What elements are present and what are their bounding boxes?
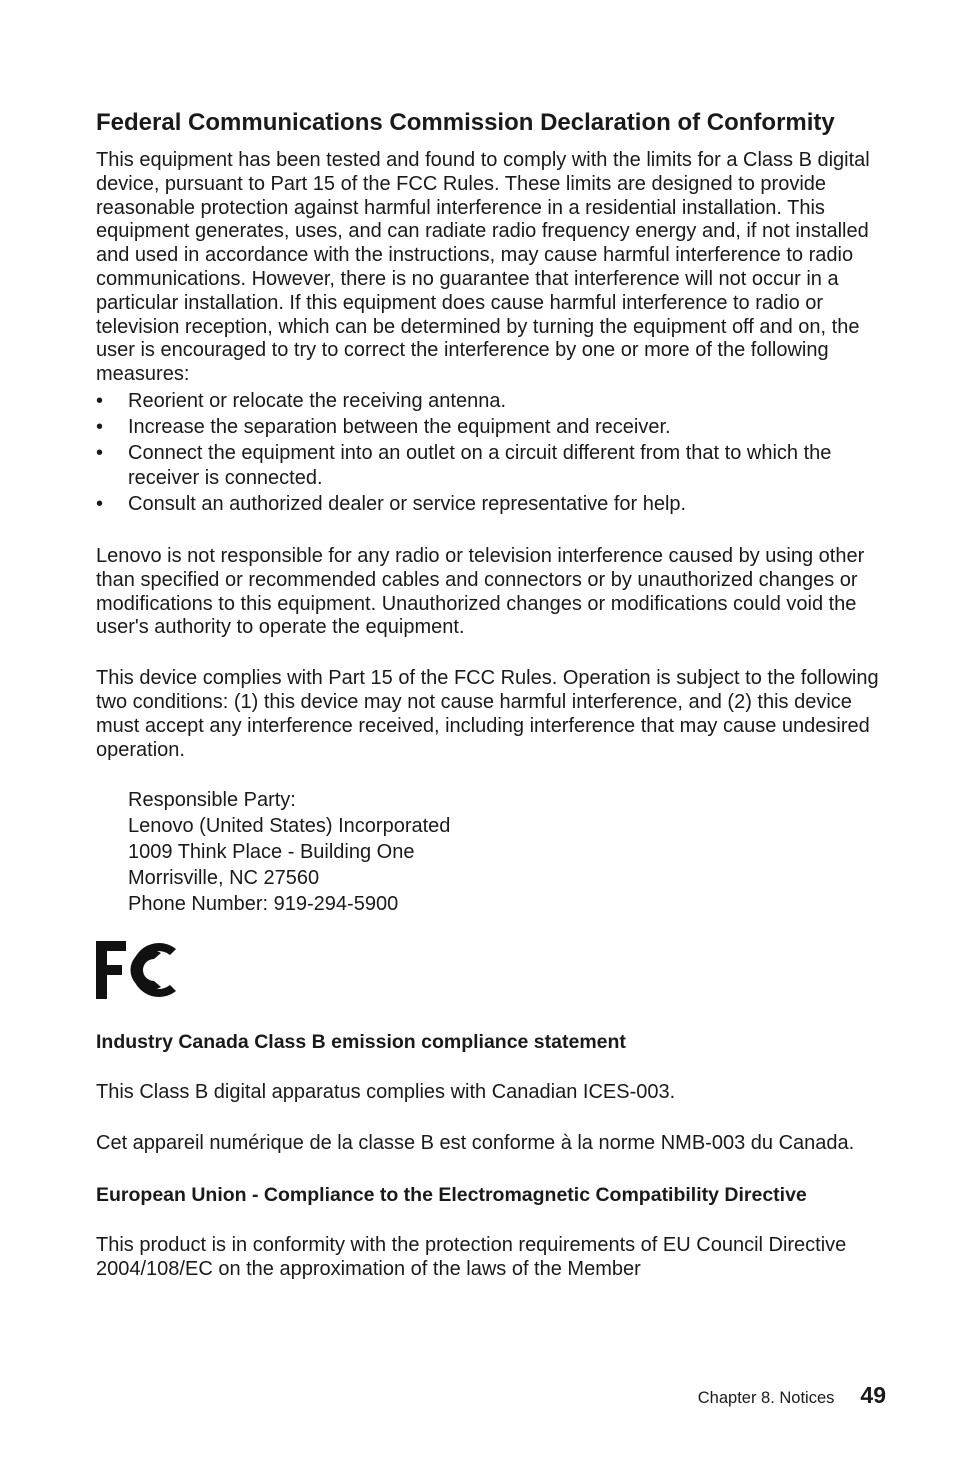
responsible-party-block xyxy=(128,787,896,917)
bullet-icon: • xyxy=(96,441,104,464)
eu-paragraph: This product is in conformity with the protection requirements of EU Council Directive 2004/108/EC on the approximation of the laws of the Member xyxy=(96,1233,847,1280)
lenovo-responsibility-paragraph: Lenovo is not responsible for any radio or television interference caused by using other than specified or recommended cables and connectors or by unauthorized changes or modifications to this equipment. Unauthorized changes or modifications could void the user's authority to operate the equipment. xyxy=(96,544,865,639)
page-number: 49 xyxy=(860,1382,886,1408)
eu-heading: European Union - Compliance to the Electromagnetic Compatibility Directive xyxy=(96,1183,807,1206)
measures-list xyxy=(96,389,896,518)
responsible-party-address-line2: Morrisville, NC 27560 xyxy=(128,867,320,890)
bullet-icon: • xyxy=(96,493,104,516)
list-item: • Reorient or relocate the receiving antenna. xyxy=(96,389,896,415)
industry-canada-french: Cet appareil numérique de la classe B est conforme à la norme NMB-003 du Canada. xyxy=(96,1132,855,1155)
fcc-intro-paragraph: This equipment has been tested and found to comply with the limits for a Class B digital device, pursuant to Part 15 of the FCC Rules. These limits are designed to provide reasonable protection against harmful interference in a residential installation. This equipment generates, uses, and can radiate radio frequency energy and, if not installed and used in accordance with the instructions, may cause harmful interference to radio communications. However, there is no guarantee that interference will not occur in a particular installation. If this equipment does cause harmful interference to radio or television reception, which can be determined by turning the equipment off and on, the user is encouraged to try to correct the interference by one or more of the following measures: xyxy=(96,149,870,386)
responsible-party-label: Responsible Party: xyxy=(128,789,296,812)
list-item: • Increase the separation between the equipment and receiver. xyxy=(96,415,896,441)
responsible-party-address-line1: 1009 Think Place - Building One xyxy=(128,841,415,864)
responsible-party-phone: Phone Number: 919-294-5900 xyxy=(128,893,399,916)
list-item: • Consult an authorized dealer or service representative for help. xyxy=(96,492,896,518)
fcc-logo-icon xyxy=(96,939,180,1001)
industry-canada-english: This Class B digital apparatus complies with Canadian ICES-003. xyxy=(96,1081,676,1104)
fcc-compliance-paragraph: This device complies with Part 15 of the FCC Rules. Operation is subject to the following two conditions: (1) this device may not cause harmful interference, and (2) this device must accept any interference received, including interference that may cause undesired operation. xyxy=(96,667,879,761)
page-footer xyxy=(698,1382,886,1409)
footer-chapter: Chapter 8. Notices xyxy=(697,1389,835,1407)
list-item: • Connect the equipment into an outlet on a circuit different from that to which the receiver is connected. xyxy=(96,441,832,490)
bullet-icon: • xyxy=(96,389,104,412)
document-page xyxy=(96,108,896,1282)
responsible-party-company: Lenovo (United States) Incorporated xyxy=(128,815,451,838)
bullet-icon: • xyxy=(96,415,104,438)
page-title: Federal Communications Commission Declaration of Conformity xyxy=(96,109,835,136)
industry-canada-heading: Industry Canada Class B emission compliance statement xyxy=(96,1031,626,1054)
